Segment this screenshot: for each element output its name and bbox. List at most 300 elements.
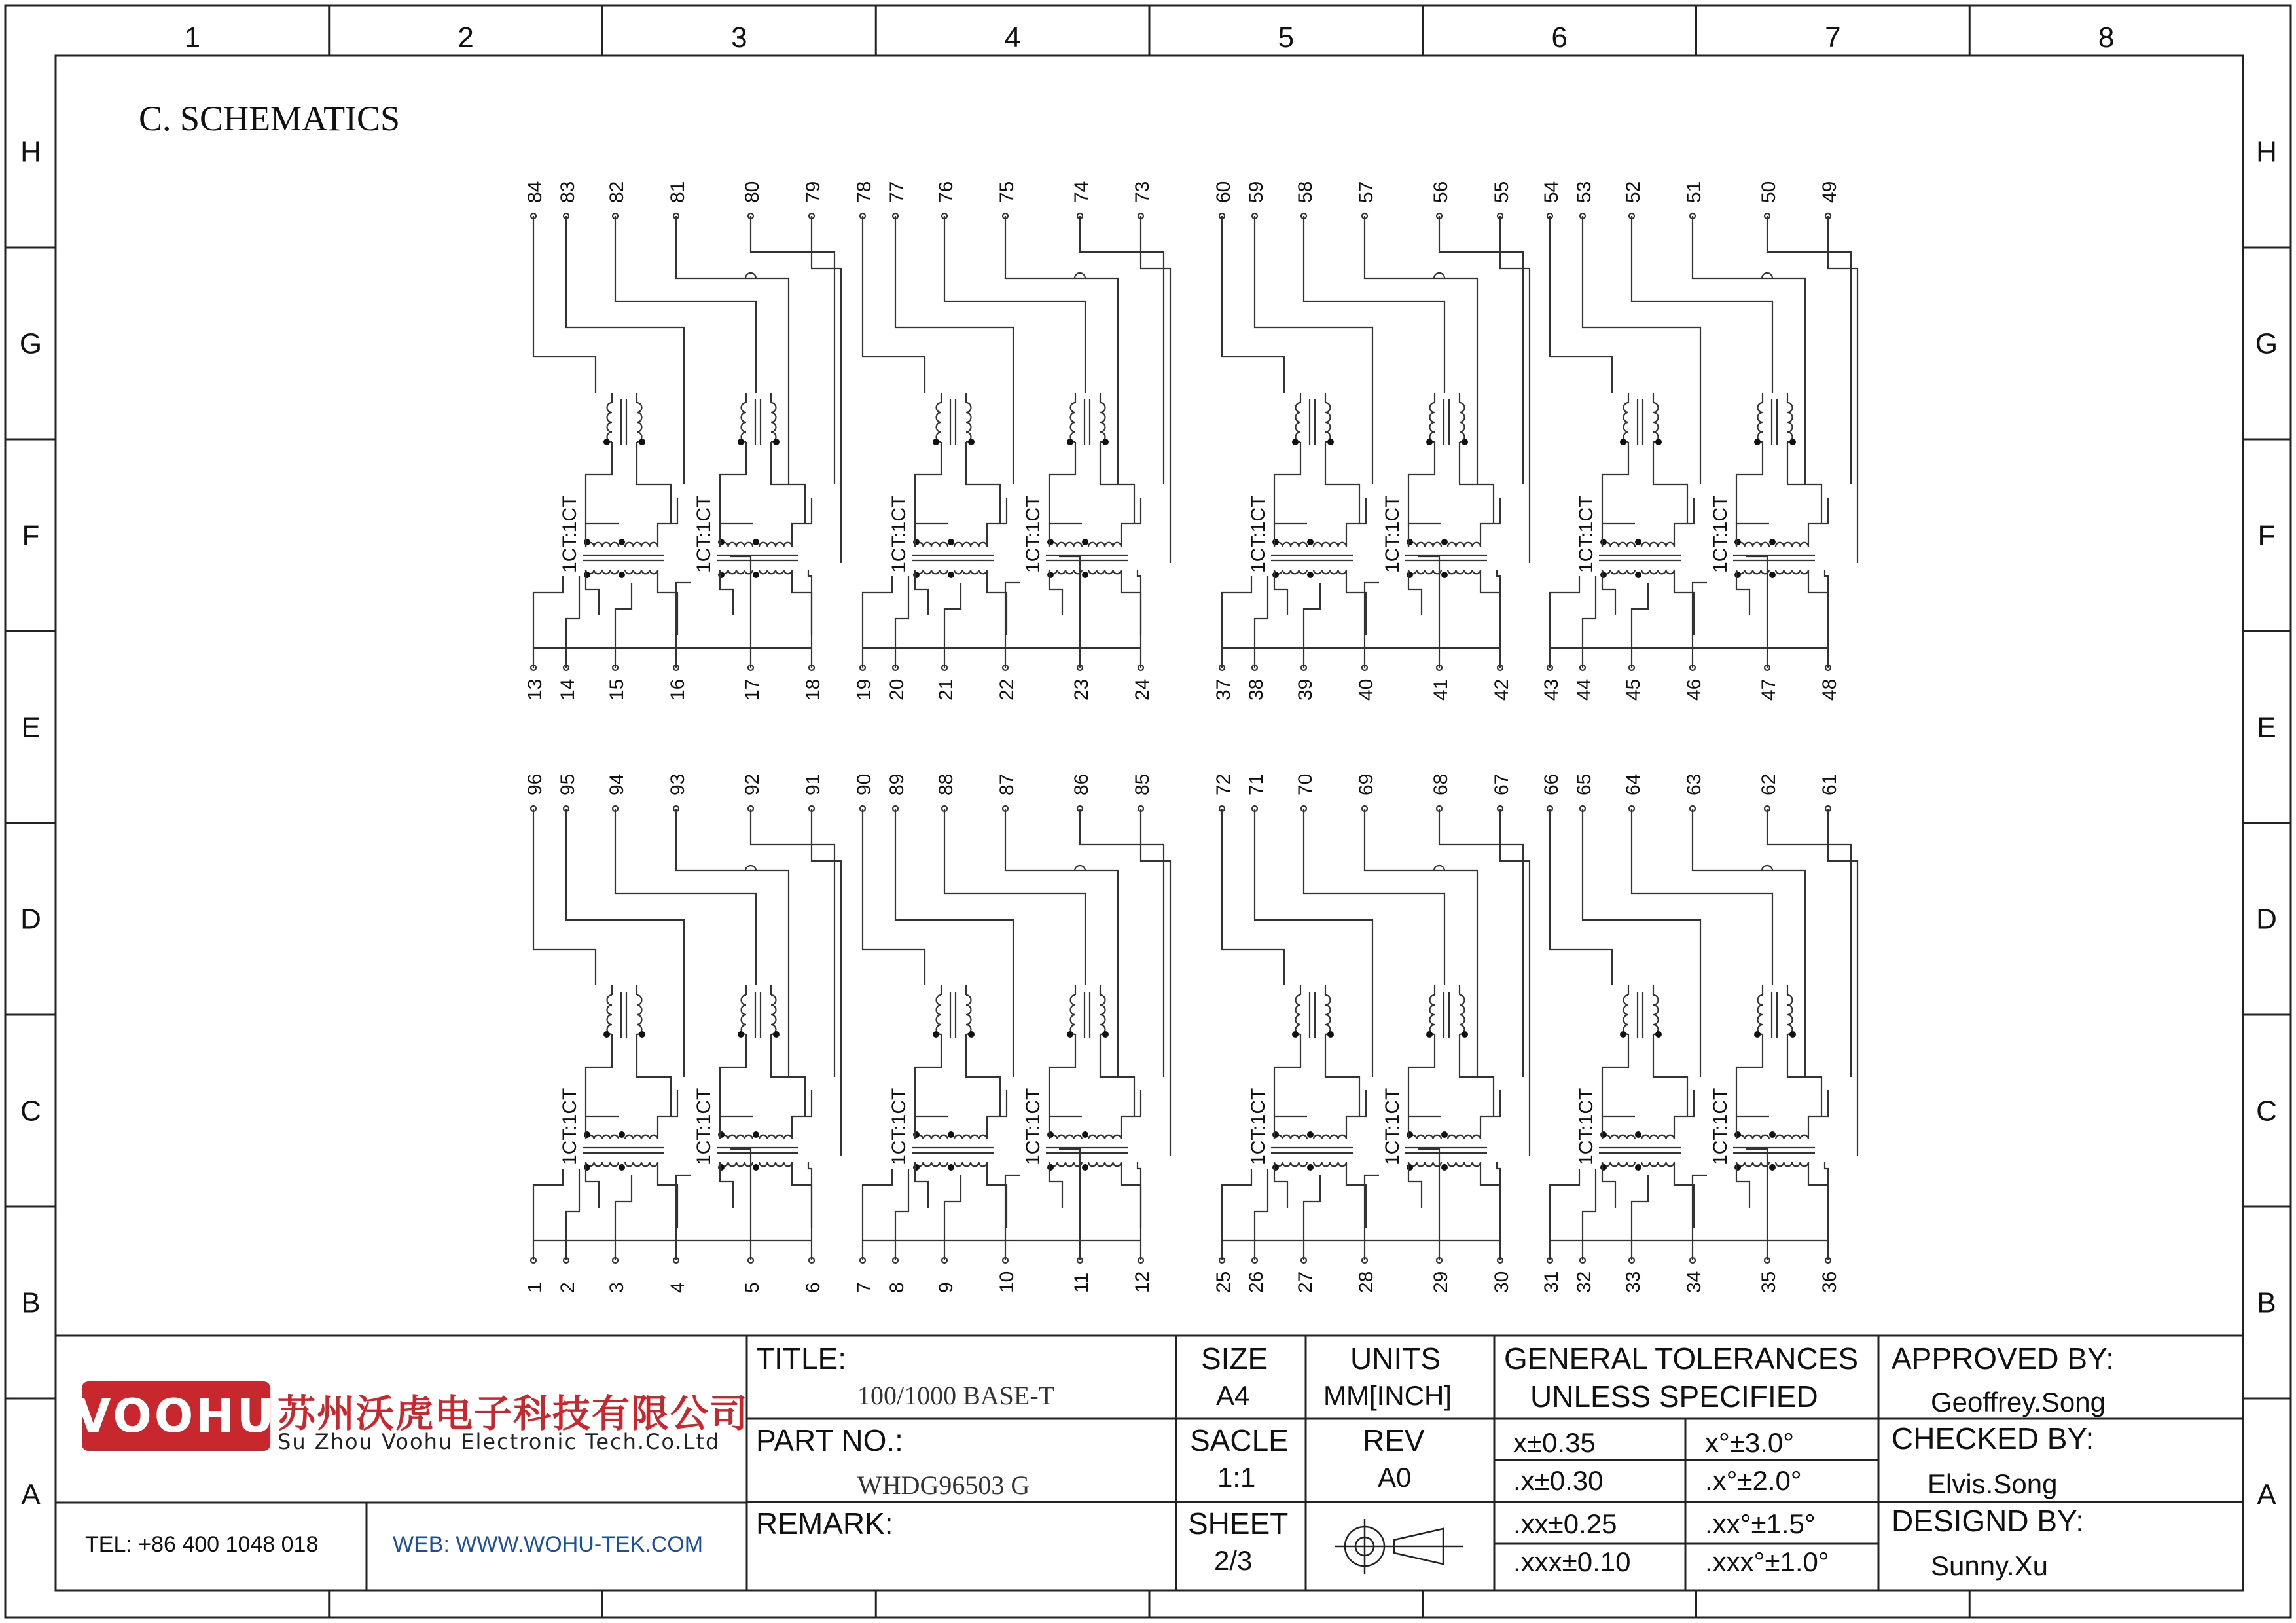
column-label-8: 8 xyxy=(2098,22,2115,54)
pin-label-42: 42 xyxy=(1491,678,1513,701)
tolerance-header-2: UNLESS SPECIFIED xyxy=(1530,1379,1818,1413)
coil xyxy=(1736,570,1769,574)
wire xyxy=(1583,1169,1596,1260)
pin-label-40: 40 xyxy=(1355,678,1377,701)
wire xyxy=(1550,576,1579,668)
wire xyxy=(915,1034,941,1116)
wire xyxy=(944,809,1085,985)
coil xyxy=(1314,543,1346,547)
pin-label-23: 23 xyxy=(1071,678,1092,701)
wire xyxy=(1808,1090,1828,1139)
wire xyxy=(1346,570,1366,635)
size-value: A4 xyxy=(1216,1380,1250,1411)
polarity-dot xyxy=(1082,539,1088,545)
wire xyxy=(1480,1162,1500,1228)
company-name-en: Su Zhou Voohu Electronic Tech.Co.Ltd xyxy=(278,1429,721,1454)
pin-label-11: 11 xyxy=(1071,1272,1092,1293)
sheet-label: SHEET xyxy=(1188,1506,1289,1541)
polarity-dot xyxy=(1292,439,1299,445)
polarity-dot xyxy=(1600,539,1607,545)
coil xyxy=(1408,543,1441,547)
ratio-label: 1CT:1CT xyxy=(559,1087,581,1165)
polarity-dot xyxy=(753,539,759,545)
wire xyxy=(1365,583,1379,668)
wire xyxy=(1602,1034,1628,1116)
polarity-dot xyxy=(1272,572,1279,578)
row-label-E: E xyxy=(21,711,41,744)
pin-label-95: 95 xyxy=(557,773,579,795)
pin-label-35: 35 xyxy=(1758,1271,1780,1293)
coil xyxy=(1274,570,1307,574)
polarity-dot xyxy=(1635,1164,1641,1171)
polarity-dot xyxy=(1407,572,1413,578)
pin-label-34: 34 xyxy=(1683,1271,1705,1293)
wire xyxy=(566,576,579,668)
polarity-dot xyxy=(639,1031,645,1038)
coil xyxy=(771,995,776,1034)
wire xyxy=(676,583,691,668)
row-label-G: G xyxy=(2255,327,2278,360)
pin-label-91: 91 xyxy=(802,773,824,795)
tolerance-angular-3: .xxx°±1.0° xyxy=(1705,1546,1829,1577)
transformer-channel-bottom_row-4 xyxy=(1541,774,1857,1293)
coil xyxy=(915,1135,948,1139)
polarity-dot xyxy=(1082,1164,1088,1171)
wire xyxy=(792,1090,812,1139)
wire xyxy=(1828,809,1857,1156)
polarity-dot xyxy=(1769,539,1776,545)
polarity-dot xyxy=(948,572,954,578)
pin-label-17: 17 xyxy=(742,678,763,701)
polarity-dot xyxy=(639,439,645,445)
coil xyxy=(966,995,971,1034)
polarity-dot xyxy=(1635,1131,1641,1138)
polarity-dot xyxy=(933,439,939,445)
wire xyxy=(863,216,925,393)
pin-label-90: 90 xyxy=(853,773,875,795)
pin-label-29: 29 xyxy=(1430,1271,1452,1293)
wire xyxy=(1365,1175,1379,1260)
polarity-dot xyxy=(913,572,920,578)
pin-label-79: 79 xyxy=(802,181,824,203)
wire xyxy=(1005,1175,1020,1260)
wire xyxy=(1674,1090,1694,1139)
wire xyxy=(1121,1162,1141,1228)
pin-label-88: 88 xyxy=(935,773,957,795)
tolerance-header-1: GENERAL TOLERANCES xyxy=(1504,1341,1859,1376)
part-no-value: WHDG96503 G xyxy=(857,1470,1030,1500)
designed-label: DESIGND BY: xyxy=(1892,1504,2084,1538)
wire xyxy=(637,442,671,524)
pin-label-2: 2 xyxy=(557,1282,579,1293)
polarity-dot xyxy=(1462,439,1468,445)
wire xyxy=(1602,442,1628,524)
coil xyxy=(1448,1135,1480,1139)
wire xyxy=(1693,809,1805,1077)
coil xyxy=(937,995,942,1034)
coil xyxy=(1776,543,1808,547)
wire xyxy=(658,498,677,547)
wire xyxy=(676,1175,691,1260)
polarity-dot xyxy=(948,1131,954,1138)
wire-hop xyxy=(1075,866,1085,871)
wire xyxy=(658,570,677,635)
pin-label-27: 27 xyxy=(1295,1271,1316,1293)
coil xyxy=(1787,403,1793,442)
coil xyxy=(1325,403,1331,442)
coil xyxy=(759,1135,792,1139)
approved-label: APPROVED BY: xyxy=(1892,1341,2115,1376)
website-link[interactable]: WEB: WWW.WOHU-TEK.COM xyxy=(393,1532,704,1557)
polarity-dot xyxy=(1047,1164,1054,1171)
coil xyxy=(1624,995,1629,1034)
coil xyxy=(742,403,746,442)
pin-label-48: 48 xyxy=(1819,678,1840,701)
polarity-dot xyxy=(1047,572,1054,578)
column-label-6: 6 xyxy=(1551,22,1568,54)
wire xyxy=(533,576,563,668)
polarity-dot xyxy=(1600,572,1607,578)
polarity-dot xyxy=(913,539,920,545)
wire xyxy=(1138,570,1141,668)
coil xyxy=(1736,1162,1769,1166)
wire xyxy=(1632,809,1772,985)
polarity-dot xyxy=(1327,439,1334,445)
polarity-dot xyxy=(1327,1031,1334,1038)
coil xyxy=(771,403,776,442)
coil xyxy=(1430,995,1435,1034)
coil xyxy=(1274,1135,1307,1139)
coil xyxy=(1602,570,1635,574)
coil xyxy=(586,1135,619,1139)
wire xyxy=(1825,570,1828,668)
pin-label-71: 71 xyxy=(1246,773,1267,795)
polarity-dot xyxy=(968,1031,975,1038)
wire xyxy=(1480,570,1500,635)
wire xyxy=(1693,583,1707,668)
coil xyxy=(625,1162,658,1166)
pin-label-30: 30 xyxy=(1491,1271,1513,1293)
wire xyxy=(966,442,1000,524)
pin-label-10: 10 xyxy=(996,1271,1018,1293)
wire xyxy=(792,498,812,547)
ratio-label: 1CT:1CT xyxy=(1022,495,1044,573)
telephone: TEL: +86 400 1048 018 xyxy=(85,1532,319,1557)
wire xyxy=(1674,570,1694,635)
wire xyxy=(533,216,596,393)
wire xyxy=(895,809,1013,1077)
coil xyxy=(1602,1135,1635,1139)
pin-label-37: 37 xyxy=(1213,678,1234,701)
row-label-C: C xyxy=(2256,1095,2277,1127)
pin-label-25: 25 xyxy=(1213,1271,1234,1293)
wire xyxy=(1222,576,1251,668)
coil xyxy=(625,543,658,547)
coil xyxy=(1314,570,1346,574)
coil xyxy=(1088,1135,1121,1139)
coil xyxy=(1624,403,1629,442)
polarity-dot xyxy=(1082,572,1088,578)
wire-hop xyxy=(745,273,756,278)
coil xyxy=(1448,1162,1480,1166)
pin-label-74: 74 xyxy=(1071,181,1092,203)
row-label-C: C xyxy=(20,1095,41,1127)
coil xyxy=(1100,403,1105,442)
pin-label-77: 77 xyxy=(886,181,908,203)
pin-label-63: 63 xyxy=(1683,773,1705,795)
pin-label-43: 43 xyxy=(1541,678,1562,701)
row-label-H: H xyxy=(2256,136,2277,168)
wire xyxy=(1080,809,1164,1077)
coil xyxy=(1325,995,1331,1034)
tolerance-linear-0: x±0.35 xyxy=(1513,1427,1596,1458)
wire xyxy=(895,1169,908,1260)
polarity-dot xyxy=(603,439,610,445)
polarity-dot xyxy=(753,1131,759,1138)
pin-label-61: 61 xyxy=(1819,773,1840,795)
polarity-dot xyxy=(753,1164,759,1171)
wire xyxy=(720,1034,746,1116)
coil xyxy=(1430,403,1435,442)
pin-label-36: 36 xyxy=(1819,1271,1840,1293)
wire xyxy=(1550,1169,1579,1260)
ratio-label: 1CT:1CT xyxy=(559,495,581,573)
wire xyxy=(808,1162,812,1260)
pin-label-66: 66 xyxy=(1541,773,1562,795)
column-label-7: 7 xyxy=(1825,22,1841,54)
coil xyxy=(586,1162,619,1166)
units-label: UNITS xyxy=(1350,1341,1441,1376)
coil xyxy=(915,543,948,547)
coil xyxy=(625,1135,658,1139)
coil xyxy=(637,403,642,442)
coil xyxy=(720,1135,753,1139)
pin-label-15: 15 xyxy=(606,678,628,701)
polarity-dot xyxy=(1754,1031,1761,1038)
polarity-dot xyxy=(1272,539,1279,545)
wire xyxy=(1408,442,1435,524)
polarity-dot xyxy=(1769,572,1776,578)
coil xyxy=(1448,570,1480,574)
pin-label-54: 54 xyxy=(1541,181,1562,203)
pin-label-60: 60 xyxy=(1213,181,1234,203)
coil xyxy=(625,570,658,574)
wire xyxy=(1674,1162,1694,1228)
pin-label-41: 41 xyxy=(1430,678,1452,701)
polarity-dot xyxy=(1620,1031,1626,1038)
wire xyxy=(944,1175,961,1260)
wire xyxy=(1325,442,1359,524)
coil xyxy=(720,543,753,547)
wire xyxy=(720,442,746,524)
polarity-dot xyxy=(718,572,725,578)
wire xyxy=(812,216,841,563)
wire xyxy=(987,1090,1007,1139)
polarity-dot xyxy=(1734,1131,1741,1138)
designed-value: Sunny.Xu xyxy=(1931,1550,2049,1581)
coil xyxy=(915,570,948,574)
polarity-dot xyxy=(584,539,590,545)
wire xyxy=(637,1034,671,1116)
polarity-dot xyxy=(1102,1031,1109,1038)
pin-label-14: 14 xyxy=(557,678,579,701)
wire xyxy=(1005,809,1118,1077)
polarity-dot xyxy=(1635,572,1641,578)
title-label: TITLE: xyxy=(756,1341,847,1376)
wire xyxy=(863,576,892,668)
coil xyxy=(1100,995,1105,1034)
pin-label-93: 93 xyxy=(667,773,689,795)
wire xyxy=(863,1169,892,1260)
pin-label-38: 38 xyxy=(1246,678,1267,701)
wire xyxy=(1325,1034,1359,1116)
pin-label-26: 26 xyxy=(1246,1271,1267,1293)
wire xyxy=(1808,498,1828,547)
wire xyxy=(1632,216,1772,393)
wire-hop xyxy=(745,866,756,871)
wire xyxy=(1767,216,1851,484)
polarity-dot xyxy=(718,1131,725,1138)
polarity-dot xyxy=(1407,1164,1413,1171)
ratio-label: 1CT:1CT xyxy=(1710,495,1731,573)
pin-label-73: 73 xyxy=(1132,181,1153,203)
ratio-label: 1CT:1CT xyxy=(1382,495,1403,573)
row-label-G: G xyxy=(19,327,43,360)
wire xyxy=(1693,216,1805,484)
ratio-label: 1CT:1CT xyxy=(1247,495,1269,573)
pin-label-3: 3 xyxy=(606,1282,628,1293)
pin-label-86: 86 xyxy=(1071,773,1092,795)
wire xyxy=(566,809,684,1077)
pin-label-28: 28 xyxy=(1355,1271,1377,1293)
wire xyxy=(1274,442,1300,524)
pin-label-65: 65 xyxy=(1573,773,1595,795)
wire xyxy=(863,809,925,985)
polarity-dot xyxy=(1769,1164,1776,1171)
pin-label-76: 76 xyxy=(935,181,957,203)
third-angle-projection-icon xyxy=(1335,1519,1463,1574)
pin-label-57: 57 xyxy=(1355,181,1377,203)
row-label-A: A xyxy=(2257,1478,2276,1511)
wire xyxy=(615,809,756,985)
coil xyxy=(954,570,987,574)
wire xyxy=(1005,216,1118,484)
pin-label-84: 84 xyxy=(524,181,546,203)
wire xyxy=(1222,216,1284,393)
wire xyxy=(1121,1090,1141,1139)
polarity-dot xyxy=(1082,1131,1088,1138)
company-name-cn: 苏州沃虎电子科技有限公司 xyxy=(278,1391,749,1436)
row-label-E: E xyxy=(2257,711,2276,744)
coil xyxy=(1408,1162,1441,1166)
wire xyxy=(1583,809,1700,1077)
polarity-dot xyxy=(1307,572,1314,578)
wire xyxy=(533,1169,563,1260)
coil xyxy=(1641,570,1674,574)
coil xyxy=(607,995,612,1034)
polarity-dot xyxy=(1620,439,1626,445)
checked-value: Elvis.Song xyxy=(1928,1468,2058,1499)
coil xyxy=(1314,1162,1346,1166)
coil xyxy=(1296,403,1300,442)
sheet-value: 2/3 xyxy=(1214,1545,1253,1576)
transformer-channel-top_row-4 xyxy=(1541,181,1857,701)
polarity-dot xyxy=(1789,439,1796,445)
wire xyxy=(1005,583,1020,668)
polarity-dot xyxy=(619,1131,625,1138)
coil xyxy=(1049,570,1082,574)
wire xyxy=(1550,809,1612,985)
ratio-label: 1CT:1CT xyxy=(1575,495,1597,573)
wire xyxy=(1274,1034,1300,1116)
pin-label-19: 19 xyxy=(853,678,875,701)
wire xyxy=(1346,1162,1366,1228)
wire xyxy=(1736,442,1763,524)
polarity-dot xyxy=(1600,1131,1607,1138)
wire xyxy=(987,570,1007,635)
wire xyxy=(676,216,789,484)
scale-label: SACLE xyxy=(1190,1423,1289,1457)
coil xyxy=(1071,995,1075,1034)
wire xyxy=(676,809,789,1077)
coil xyxy=(1776,1135,1808,1139)
coil xyxy=(1088,570,1121,574)
pin-label-85: 85 xyxy=(1132,773,1153,795)
wire xyxy=(1141,216,1170,563)
wire xyxy=(615,216,756,393)
coil xyxy=(915,1162,948,1166)
coil xyxy=(1653,995,1659,1034)
company-logo xyxy=(75,1381,277,1451)
pin-label-8: 8 xyxy=(886,1282,908,1293)
polarity-dot xyxy=(1067,439,1073,445)
pin-label-21: 21 xyxy=(935,678,957,701)
pin-label-72: 72 xyxy=(1213,773,1234,795)
coil xyxy=(1274,1162,1307,1166)
coil xyxy=(1776,570,1808,574)
wire xyxy=(792,1162,812,1228)
wire xyxy=(1222,809,1284,985)
pin-label-1: 1 xyxy=(524,1282,546,1293)
wire xyxy=(1497,570,1500,668)
polarity-dot xyxy=(1769,1131,1776,1138)
coil xyxy=(1641,1135,1674,1139)
pin-label-18: 18 xyxy=(802,678,824,701)
polarity-dot xyxy=(933,1031,939,1038)
wire xyxy=(1304,809,1444,985)
pin-label-47: 47 xyxy=(1758,678,1780,701)
coil xyxy=(742,995,746,1034)
wire xyxy=(1255,576,1268,668)
ratio-label: 1CT:1CT xyxy=(1022,1087,1044,1165)
checked-label: CHECKED BY: xyxy=(1892,1421,2094,1455)
pin-label-55: 55 xyxy=(1491,181,1513,203)
coil xyxy=(1448,543,1480,547)
wire xyxy=(812,809,841,1156)
polarity-dot xyxy=(1441,1164,1448,1171)
wire xyxy=(1480,1090,1500,1139)
wire xyxy=(792,570,812,635)
pin-label-44: 44 xyxy=(1573,678,1595,701)
tolerance-angular-0: x°±3.0° xyxy=(1705,1427,1795,1458)
polarity-dot xyxy=(1307,539,1314,545)
pin-label-59: 59 xyxy=(1246,181,1267,203)
pin-label-87: 87 xyxy=(996,773,1018,795)
coil xyxy=(1776,1162,1808,1166)
remark-label: REMARK: xyxy=(756,1506,893,1541)
tolerance-linear-1: .x±0.30 xyxy=(1513,1465,1604,1496)
wire xyxy=(1304,216,1444,393)
